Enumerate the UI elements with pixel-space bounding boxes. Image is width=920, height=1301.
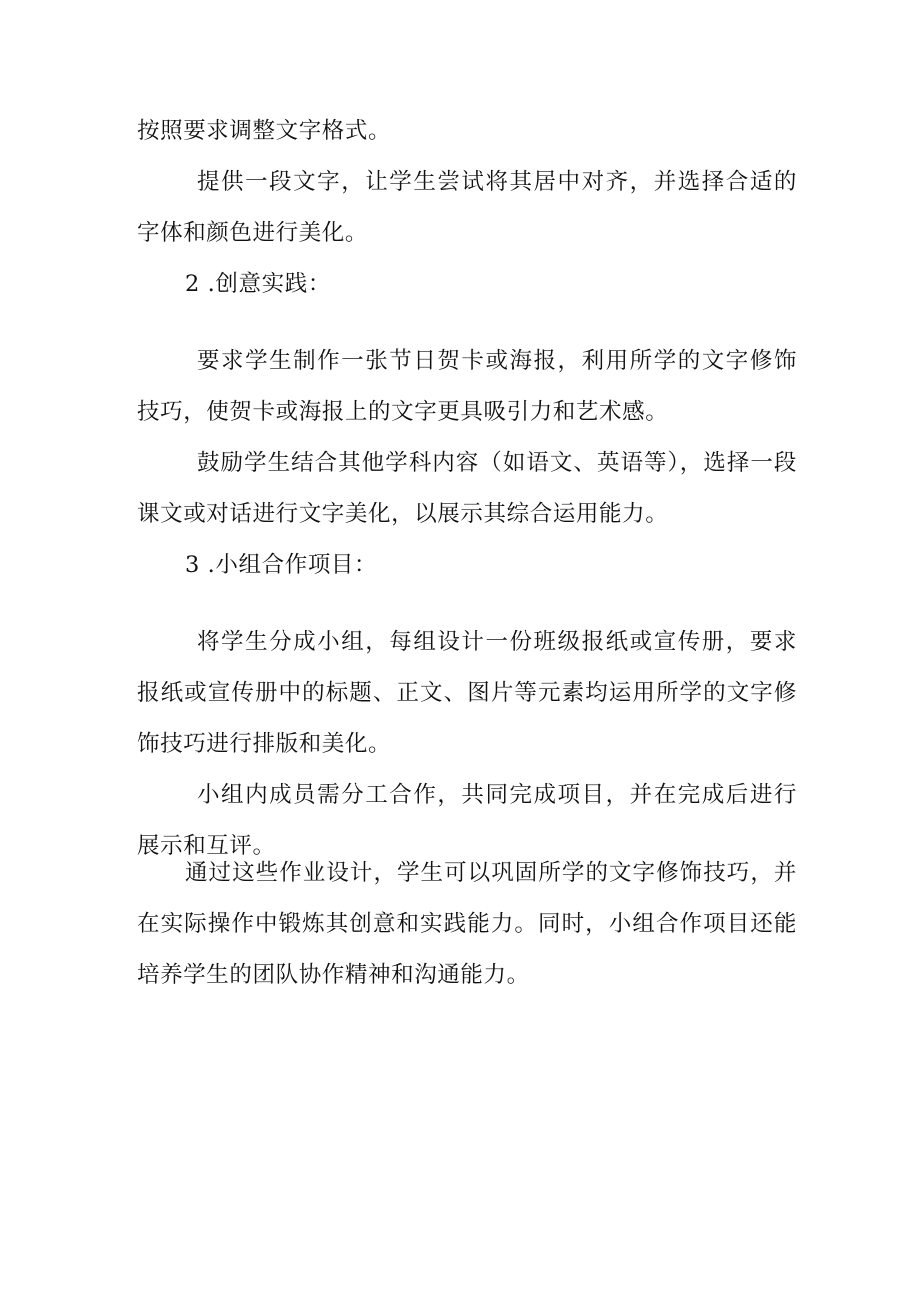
paragraph-format-instruction: 按照要求调整文字格式。 — [137, 118, 392, 144]
paragraph-center-align-task: 提供一段文字，让学生尝试将其居中对齐，并选择合适的字体和颜色进行美化。 — [137, 169, 797, 246]
paragraph-class-newspaper-task: 将学生分成小组，每组设计一份班级报纸或宣传册，要求报纸或宣传册中的标题、正文、图片等元素均运用所学的文字修饰技巧进行排版和美化。 — [137, 629, 797, 757]
section-heading-group-project: 3 .小组合作项目： — [185, 552, 378, 578]
section-heading-creative-practice: 2 .创意实践： — [185, 271, 331, 297]
paragraph-greeting-card-task: 要求学生制作一张节日贺卡或海报，利用所学的文字修饰技巧，使贺卡或海报上的文字更具吸引力和艺术感。 — [137, 348, 797, 425]
paragraph-teamwork-task: 小组内成员需分工合作，共同完成项目，并在完成后进行展示和互评。 — [137, 782, 797, 859]
paragraph-conclusion: 通过这些作业设计，学生可以巩固所学的文字修饰技巧，并在实际操作中锻炼其创意和实践能力。同时，小组合作项目还能培养学生的团队协作精神和沟通能力。 — [137, 860, 797, 988]
paragraph-cross-subject-task: 鼓励学生结合其他学科内容（如语文、英语等），选择一段课文或对话进行文字美化，以展示其综合运用能力。 — [137, 450, 797, 527]
